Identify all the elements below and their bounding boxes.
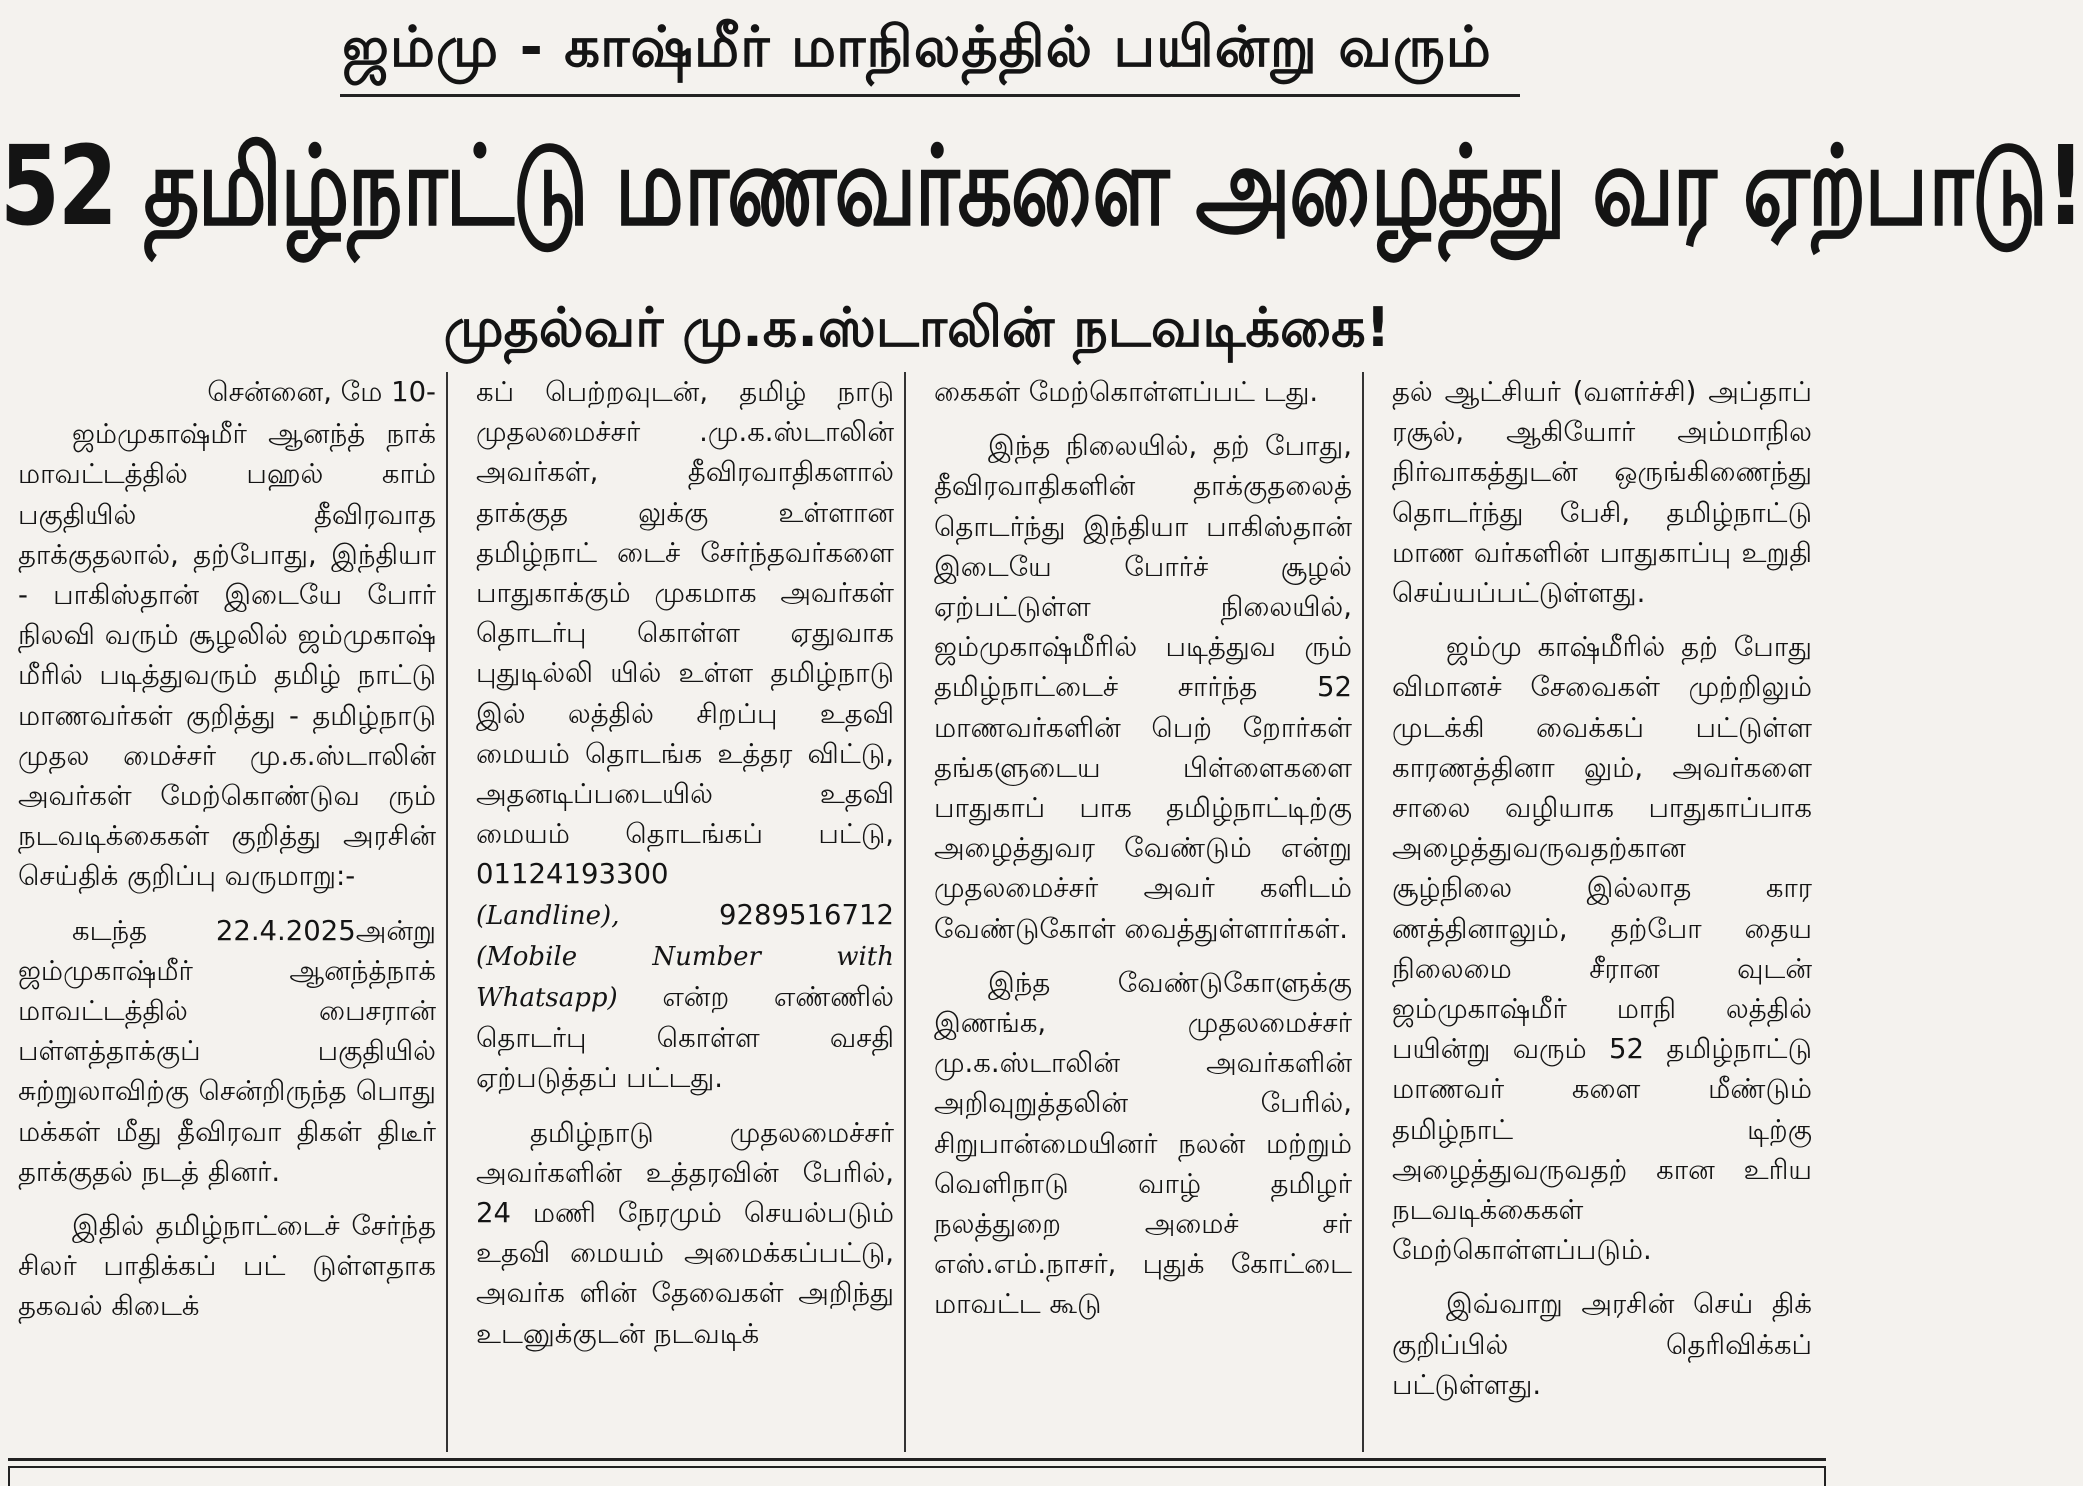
next-article-frame <box>8 1466 1826 1486</box>
dateline: சென்னை, மே 10- <box>207 376 436 408</box>
paragraph: கடந்த 22.4.2025அன்று ஜம்முகாஷ்மீர் ஆனந்த்நாக் மாவட்டத்தில் பைசரான் பள்ளத்தாக்குப் பகுதியில் சுற்றுலாவிற்கு சென்றிருந்த பொது மக்கள் மீது தீவிரவா திகள் திடீர் தாக்குதல் நடத் தினர். <box>18 914 436 1188</box>
paragraph-text: என்ற எண்ணில் தொடர்பு கொள்ள வசதி ஏற்படுத்தப் பட்டது. <box>476 981 894 1095</box>
article-column-4 <box>1382 372 1822 1452</box>
bottom-divider <box>8 1458 1826 1461</box>
article-column-2 <box>466 372 906 1452</box>
mobile-number: 9289516712 <box>719 898 894 931</box>
paragraph: தல் ஆட்சியர் (வளர்ச்சி) அப்தாப் ரசூல், ஆகியோர் அம்மாநில நிர்வாகத்துடன் ஒருங்கிணைந்து தொடர்ந்து பேசி, தமிழ்நாட்டு மாண வர்களின் பாதுகாப்பு உறுதி செய்யப்பட்டுள்ளது. <box>1392 376 1812 610</box>
paragraph <box>476 372 894 1099</box>
main-headline: 52 தமிழ்நாட்டு மாணவர்களை அழைத்து வர ஏற்பாடு! <box>0 123 2083 251</box>
paragraph: கைகள் மேற்கொள்ளப்பட் டது. <box>934 376 1319 408</box>
paragraph-text: கப் பெற்றவுடன், தமிழ் நாடு முதலமைச்சர் .மு.க.ஸ்டாலின் அவர்கள், தீவிரவாதிகளால் தாக்குத லுக்கு உள்ளான தமிழ்நாட் டைச் சேர்ந்தவர்களை பாதுகாக்கும் முகமாக அவர்கள் தொடர்பு கொள்ள ஏதுவாக புதுடில்லி யில் உள்ள தமிழ்நாடு இல் லத்தில் சிறப்பு உதவி மையம் தொடங்க உத்தர விட்டு, அதனடிப்படையில் உதவி மையம் தொடங்கப் பட்டு, 01124193300 <box>476 376 894 891</box>
paragraph: இந்த நிலையில், தற் போது, தீவிரவாதிகளின் தாக்குதலைத் தொடர்ந்து இந்தியா பாகிஸ்தான் இடையே போர்ச் சூழல் ஏற்பட்டுள்ள நிலையில், ஜம்முகாஷ்மீரில் படித்துவ ரும் தமிழ்நாட்டைச் சார்ந்த 52 மாணவர்களின் பெற் றோர்கள் தங்களுடைய பிள்ளைகளை பாதுகாப் பாக தமிழ்நாட்டிற்கு அழைத்துவர வேண்டும் என்று முதலமைச்சர் அவர் களிடம் வேண்டுகோள் வைத்துள்ளார்கள். <box>934 430 1352 945</box>
landline-label: (Landline), <box>476 900 620 931</box>
paragraph: ஜம்முகாஷ்மீர் ஆனந்த் நாக் மாவட்டத்தில் பஹல் காம் பகுதியில் தீவிரவாத தாக்குதலால், தற்போது, இந்தியா - பாகிஸ்தான் இடையே போர் நிலவி வரும் சூழலில் ஜம்முகாஷ் மீரில் படித்துவரும் தமிழ் நாட்டு மாணவர்கள் குறித்து - தமிழ்நாடு முதல மைச்சர் மு.க.ஸ்டாலின் அவர்கள் மேற்கொண்டுவ ரும் நடவடிக்கைகள் குறித்து அரசின் செய்திக் குறிப்பு வருமாறு:- <box>18 418 436 893</box>
kicker-headline: ஜம்மு - காஷ்மீர் மாநிலத்தில் பயின்று வரும் <box>342 15 1492 80</box>
article-column-1 <box>8 372 448 1452</box>
paragraph: இந்த வேண்டுகோளுக்கு இணங்க, முதலமைச்சர் மு.க.ஸ்டாலின் அவர்களின் அறிவுறுத்தலின் பேரில், சிறுபான்மையினர் நலன் மற்றும் வெளிநாடு வாழ் தமிழர் நலத்துறை அமைச் சர் எஸ்.எம்.நாசர், புதுக் கோட்டை மாவட்ட கூடு <box>934 966 1352 1321</box>
paragraph: இவ்வாறு அரசின் செய் திக் குறிப்பில் தெரிவிக்கப் பட்டுள்ளது. <box>1392 1288 1812 1401</box>
paragraph: தமிழ்நாடு முதலமைச்சர் அவர்களின் உத்தரவின் பேரில், 24 மணி நேரமும் செயல்படும் உதவி மையம் அமைக்கப்பட்டு, அவர்க ளின் தேவைகள் அறிந்து உடனுக்குடன் நடவடிக் <box>476 1116 894 1350</box>
article-body <box>8 372 1826 1452</box>
mobile-note: (Mobile Number with Whatsapp) <box>476 941 894 1014</box>
paragraph: இதில் தமிழ்நாட்டைச் சேர்ந்த சிலர் பாதிக்கப் பட் டுள்ளதாக தகவல் கிடைக் <box>18 1210 436 1323</box>
paragraph: ஜம்மு காஷ்மீரில் தற் போது விமானச் சேவைகள் முற்றிலும் முடக்கி வைக்கப் பட்டுள்ள காரணத்தினா லும், அவர்களை சாலை வழியாக பாதுகாப்பாக அழைத்துவருவதற்கான சூழ்நிலை இல்லாத கார ணத்தினாலும், தற்போ தைய நிலைமை சீரான வுடன் ஜம்முகாஷ்மீர் மாநி லத்தில் பயின்று வரும் 52 தமிழ்நாட்டு மாணவர் களை மீண்டும் தமிழ்நாட் டிற்கு அழைத்துவருவதற் கான உரிய நடவடிக்கைகள் மேற்கொள்ளப்படும். <box>1392 631 1812 1267</box>
article-column-3 <box>924 372 1364 1452</box>
sub-headline: முதல்வர் மு.க.ஸ்டாலின் நடவடிக்கை! <box>443 296 1391 359</box>
